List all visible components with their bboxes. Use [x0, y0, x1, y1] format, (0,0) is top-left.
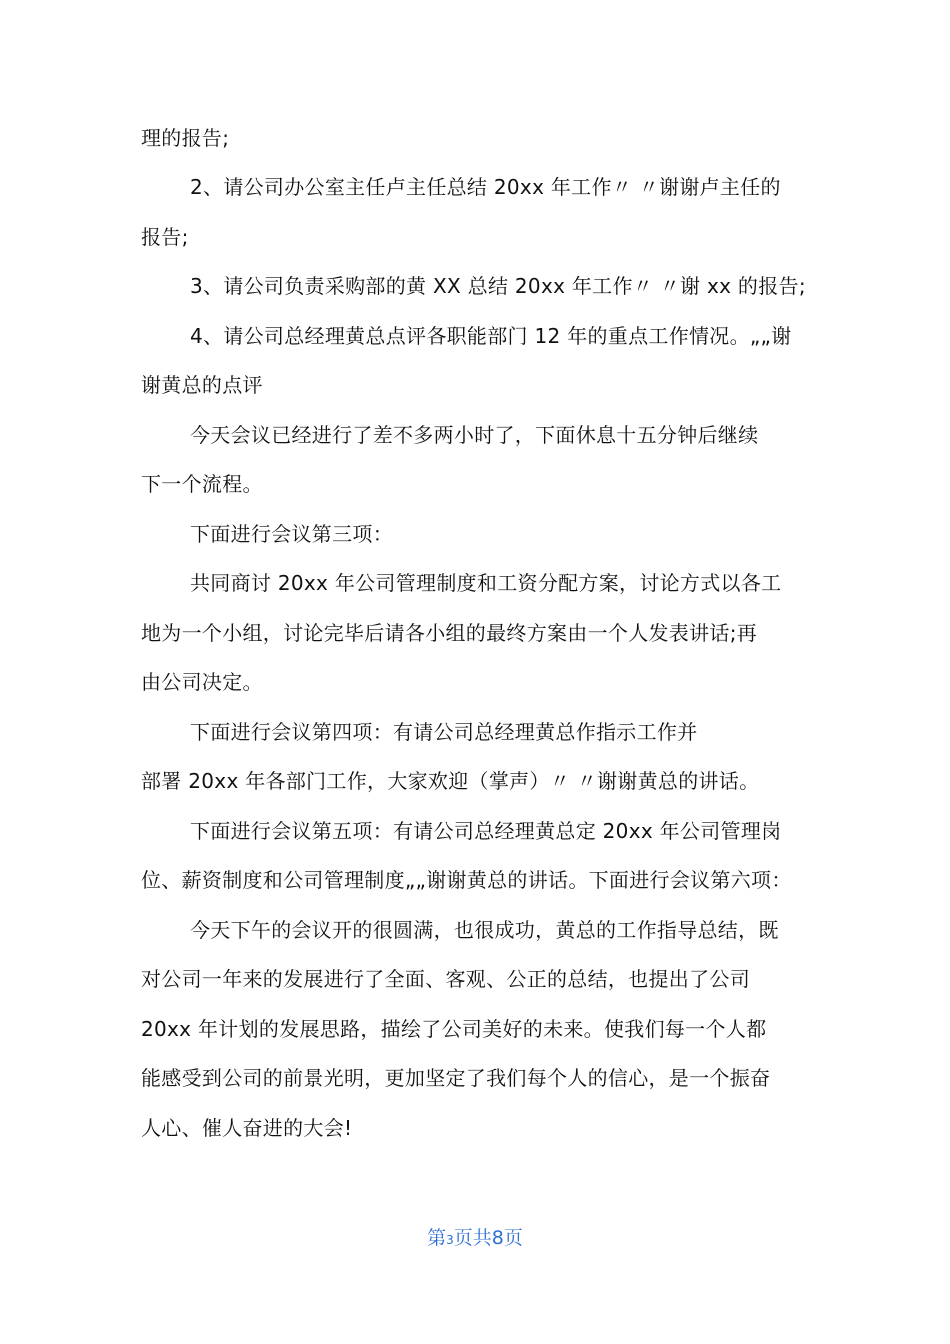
- text-line: 4、请公司总经理黄总点评各职能部门 12 年的重点工作情况。„„谢: [190, 324, 792, 348]
- text-line: 能感受到公司的前景光明，更加坚定了我们每个人的信心，是一个振奋: [141, 1066, 771, 1090]
- text-line: 地为一个小组，讨论完毕后请各小组的最终方案由一个人发表讲话;再: [141, 621, 758, 645]
- text-line: 理的报告;: [141, 126, 230, 150]
- text-line: 共同商讨 20xx 年公司管理制度和工资分配方案，讨论方式以各工: [190, 571, 782, 595]
- page-suffix: 页: [503, 1227, 523, 1249]
- text-line: 今天会议已经进行了差不多两小时了，下面休息十五分钟后继续: [190, 423, 759, 447]
- current-page-number: 3: [446, 1233, 454, 1247]
- text-line: 20xx 年计划的发展思路，描绘了公司美好的未来。使我们每一个人都: [141, 1017, 767, 1041]
- text-line: 3、请公司负责采购部的黄 XX 总结 20xx 年工作〃 〃谢 xx 的报告;: [190, 274, 806, 298]
- text-line: 下面进行会议第四项：有请公司总经理黄总作指示工作并: [190, 720, 698, 744]
- text-line: 部署 20xx 年各部门工作，大家欢迎（掌声）〃 〃谢谢黄总的讲话。: [141, 769, 760, 793]
- text-line: 对公司一年来的发展进行了全面、客观、公正的总结，也提出了公司: [141, 967, 750, 991]
- text-line: 由公司决定。: [141, 670, 263, 694]
- text-line: 2、请公司办公室主任卢主任总结 20xx 年工作〃 〃谢谢卢主任的: [190, 175, 781, 199]
- page-number-footer: [0, 1224, 950, 1254]
- text-line: 下面进行会议第五项：有请公司总经理黄总定 20xx 年公司管理岗: [190, 819, 782, 843]
- text-line: 谢黄总的点评: [141, 373, 263, 397]
- page-middle: 页共: [453, 1227, 492, 1249]
- text-line: 今天下午的会议开的很圆满，也很成功，黄总的工作指导总结，既: [190, 918, 779, 942]
- total-pages: 8: [491, 1227, 504, 1249]
- text-line: 下一个流程。: [141, 472, 263, 496]
- text-line: 报告;: [141, 225, 189, 249]
- text-line: 下面进行会议第三项：: [190, 522, 393, 546]
- text-line: 人心、催人奋进的大会!: [141, 1116, 353, 1140]
- text-line: 位、薪资制度和公司管理制度„„谢谢黄总的讲话。下面进行会议第六项：: [141, 868, 792, 892]
- page-prefix: 第: [427, 1227, 447, 1249]
